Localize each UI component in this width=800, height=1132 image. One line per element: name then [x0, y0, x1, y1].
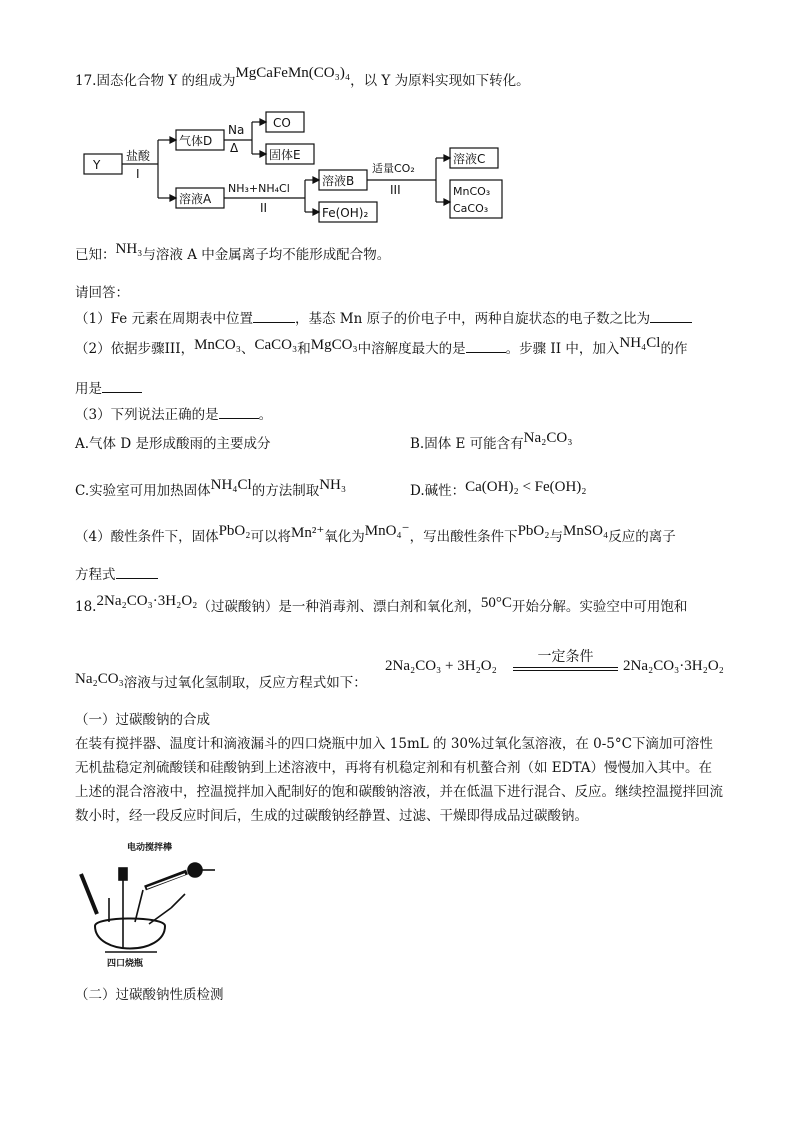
- label-co: CO: [273, 116, 291, 130]
- q18-paragraph: 在装有搅拌器、温度计和滴液漏斗的四口烧瓶中加入 15mL 的 30%过氧化氢溶液，在 0-5°C下滴加可溶性无机盐稳定剂硫酸镁和硅酸钠到上述溶液中，再将有机稳定剂和有机螯合剂（如 EDTA）慢慢加入其中。在上述的混合溶液中，控温搅拌加入配制好的饱和碳酸钠溶液，并在低温下进行混合、反应。继续控温搅拌回流数小时，经一段反应时间后，生成的过碳酸钠经静置、过滤、干燥即得成品过碳酸钠。: [75, 736, 723, 824]
- q18-line2-text: 溶液与过氧化氢制取，反应方程式如下：: [123, 675, 367, 691]
- label-step1: I: [136, 167, 140, 181]
- q18-formula: 2Na₂CO₃·3H₂O₂: [96, 593, 198, 609]
- q17-part3: [75, 406, 272, 424]
- part4-e: 与: [549, 529, 563, 545]
- known-nh3: NH₃: [115, 241, 143, 257]
- equation-condition: 一定条件: [537, 650, 594, 665]
- q18-temp: 50°C: [480, 595, 512, 611]
- part2-f1: MnCO₃: [194, 337, 241, 353]
- q17-stem-pre: 17.固态化合物 Y 的组成为: [75, 73, 236, 89]
- q17-part4: [75, 523, 676, 546]
- part2-f2: CaCO₃: [254, 337, 298, 353]
- q18-section1: （一）过碳酸钠的合成: [75, 712, 210, 728]
- label-sol-b: 溶液B: [322, 174, 355, 188]
- answer-blank[interactable]: [650, 310, 692, 323]
- option-c-formula2: NH₃: [319, 477, 347, 493]
- part2-f4: NH₄Cl: [619, 335, 661, 351]
- q18-intro: （过碳酸钠）是一种消毒剂、漂白剂和氧化剂，: [197, 599, 481, 615]
- part4-f3: MnO₄⁻: [364, 523, 410, 539]
- answer-blank[interactable]: [102, 380, 142, 393]
- box-y: [84, 154, 122, 174]
- equation-arrow: [513, 646, 618, 671]
- q18-section2: （二）过碳酸钠性质检测: [75, 987, 224, 1003]
- part4-f5: MnSO₄: [563, 523, 609, 539]
- label-y: Y: [93, 158, 101, 172]
- part2-d: 的作: [660, 341, 688, 357]
- part2-a: （2）依据步骤III，: [75, 341, 195, 357]
- q17-known: [75, 241, 391, 264]
- q18-intro2: 开始分解。实验空中可用饱和: [511, 599, 688, 615]
- option-c: [75, 477, 347, 500]
- q17-flow-diagram: [80, 110, 510, 235]
- label-mnco3: MnCO₃: [453, 185, 491, 198]
- label-feoh2: Fe(OH)₂: [322, 206, 369, 220]
- option-c-text: C.实验室可用加热固体: [75, 483, 211, 499]
- q17-formula-y: MgCaFeMn(CO₃)₄: [235, 65, 351, 81]
- option-a: A.气体 D 是形成酸雨的主要成分: [75, 436, 271, 452]
- label-step3: III: [390, 183, 401, 197]
- label-sol-a: 溶液A: [179, 192, 212, 206]
- part2-sep: 、: [241, 341, 255, 357]
- option-b: [410, 430, 573, 453]
- part4-h: 方程式: [75, 567, 116, 583]
- q17-part4-cont: [75, 566, 158, 584]
- label-step2: II: [260, 201, 268, 215]
- apparatus-label-top: 电动搅拌棒: [127, 843, 173, 853]
- q18-na2co3: Na₂CO₃: [75, 671, 124, 687]
- part2-b: 中溶解度最大的是: [357, 341, 466, 357]
- part4-c: 氧化为: [324, 529, 365, 545]
- q18-stem: [75, 593, 688, 616]
- q17-part2: [75, 335, 688, 358]
- q17-part2-cont: [75, 380, 142, 398]
- part4-d: ，写出酸性条件下: [409, 529, 518, 545]
- q17-ask: 请回答：: [75, 285, 129, 301]
- part4-g: 反应的离子: [608, 529, 676, 545]
- label-reagent3: 适量CO₂: [372, 162, 415, 175]
- part4-f4: PbO₂: [517, 523, 550, 539]
- q18-num: 18.: [75, 599, 97, 615]
- part4-a: （4）酸性条件下，固体: [75, 529, 219, 545]
- part3-end: 。: [258, 407, 273, 423]
- equation-rhs: 2Na₂CO₃·3H₂O₂: [623, 658, 724, 674]
- known-pre: 已知：: [75, 247, 116, 263]
- option-b-text: B.固体 E 可能含有: [410, 436, 524, 452]
- q18-line2: [75, 671, 367, 692]
- part2-and: 和: [297, 341, 311, 357]
- part2-c: 。步骤 II 中，加入: [505, 341, 620, 357]
- part1-a: （1）Fe 元素在周期表中位置: [75, 311, 253, 327]
- option-d-text: D.碱性：: [410, 483, 466, 499]
- four-neck-flask-apparatus: [75, 838, 225, 973]
- label-reagent2: NH₃+NH₄Cl: [228, 182, 290, 195]
- option-c-formula1: NH₄Cl: [210, 477, 252, 493]
- equation-double-line: [513, 667, 618, 671]
- option-b-formula: Na₂CO₃: [523, 430, 573, 446]
- label-sol-c: 溶液C: [453, 152, 486, 166]
- option-c-mid: 的方法制取: [251, 483, 320, 499]
- apparatus-label-bottom: 四口烧瓶: [107, 959, 144, 969]
- label-delta: Δ: [230, 141, 239, 155]
- part2-f3: MgCO₃: [310, 337, 358, 353]
- label-solid-e: 固体E: [269, 148, 301, 162]
- equation-lhs: 2Na₂CO₃ + 3H₂O₂: [385, 658, 497, 674]
- part4-f2: Mn²⁺: [291, 525, 325, 541]
- option-d-formula: Ca(OH)₂ < Fe(OH)₂: [465, 479, 587, 495]
- answer-blank[interactable]: [219, 406, 259, 419]
- part2-e: 用是: [75, 381, 102, 397]
- answer-blank[interactable]: [116, 566, 158, 579]
- q18-equation: [385, 646, 724, 680]
- q17-stem-post: ，以 Y 为原料实现如下转化。: [350, 73, 530, 89]
- option-d: [410, 479, 587, 500]
- part3: （3）下列说法正确的是: [75, 407, 219, 423]
- label-acid: 盐酸: [126, 149, 151, 163]
- label-caco3: CaCO₃: [453, 202, 489, 215]
- part1-b: ，基态 Mn 原子的价电子中，两种自旋状态的电子数之比为: [295, 311, 651, 327]
- part4-f1: PbO₂: [218, 523, 251, 539]
- part4-b: 可以将: [250, 529, 291, 545]
- label-gas-d: 气体D: [179, 134, 213, 148]
- q17-part1: [75, 310, 692, 328]
- q17-stem: [75, 65, 530, 90]
- answer-blank[interactable]: [466, 340, 506, 353]
- known-post: 与溶液 A 中金属离子均不能形成配合物。: [142, 247, 391, 263]
- answer-blank[interactable]: [253, 310, 295, 323]
- label-na: Na: [228, 123, 245, 137]
